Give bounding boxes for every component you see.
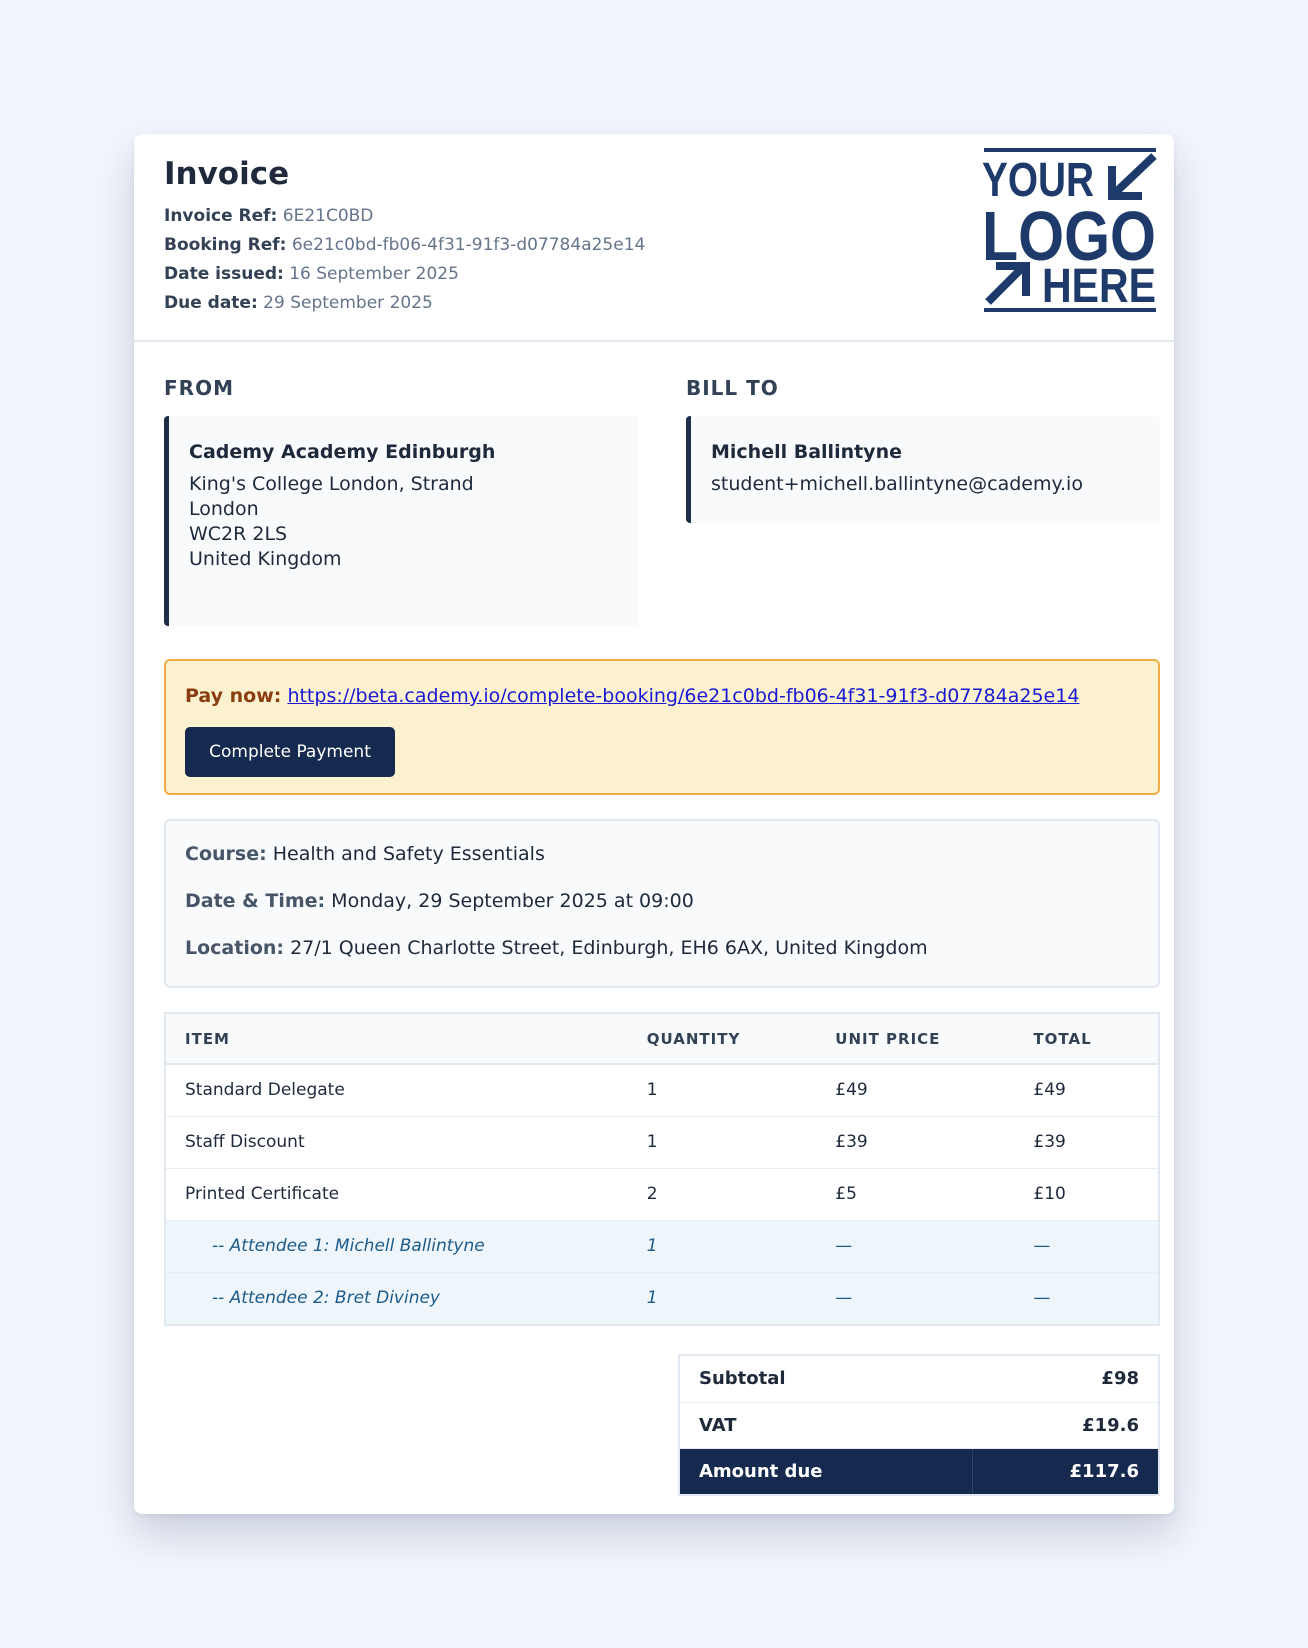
amount-due-row: [680, 1448, 1158, 1494]
bill-to-name: Michell Ballintyne: [711, 441, 902, 463]
total-cell: £39: [1014, 1116, 1158, 1168]
table-row: [166, 1116, 1158, 1168]
quantity-cell: 1: [628, 1220, 816, 1272]
from-postcode: WC2R 2LS: [189, 523, 288, 545]
col-header-total: TOTAL: [1014, 1014, 1158, 1064]
course-details: [164, 819, 1160, 988]
logo-line-logo: LOGO: [982, 197, 1156, 275]
date-issued-label: Date issued:: [164, 264, 284, 284]
company-logo: [982, 148, 1158, 312]
subtotal-label: Subtotal: [680, 1356, 972, 1402]
date-time-value: Monday, 29 September 2025 at 09:00: [331, 890, 694, 912]
due-date-value: 29 September 2025: [263, 293, 433, 313]
col-header-quantity: QUANTITY: [628, 1014, 816, 1064]
from-country: United Kingdom: [189, 548, 342, 570]
pay-now-line: [185, 683, 1139, 709]
date-time-row: [185, 888, 1139, 914]
from-city: London: [189, 498, 259, 520]
invoice-title: Invoice: [164, 156, 290, 192]
unit-price-cell: £49: [816, 1064, 1014, 1116]
course-row: [185, 841, 1139, 867]
subtotal-row: [680, 1356, 1158, 1402]
total-cell: —: [1014, 1220, 1158, 1272]
unit-price-cell: —: [816, 1220, 1014, 1272]
totals-table-wrap: [678, 1354, 1160, 1496]
course-value: Health and Safety Essentials: [272, 843, 545, 865]
amount-due-label: Amount due: [680, 1448, 972, 1494]
invoice-header: [134, 134, 1174, 342]
quantity-cell: 1: [628, 1116, 816, 1168]
attendee-cell: -- Attendee 1: Michell Ballintyne: [166, 1220, 628, 1272]
invoice-ref-label: Invoice Ref:: [164, 206, 278, 226]
pay-now-panel: [164, 659, 1160, 795]
unit-price-cell: —: [816, 1272, 1014, 1324]
payment-link[interactable]: https://beta.cademy.io/complete-booking/6e21c0bd-fb06-4f31-91f3-d07784a25e14: [287, 685, 1080, 707]
logo-line-your: YOUR: [982, 154, 1094, 207]
bill-to-party: [686, 376, 1160, 523]
bill-to-email: student+michell.ballintyne@cademy.io: [711, 473, 1083, 495]
items-table: [166, 1014, 1158, 1324]
total-cell: —: [1014, 1272, 1158, 1324]
col-header-unit-price: UNIT PRICE: [816, 1014, 1014, 1064]
invoice-card: [134, 134, 1174, 1514]
quantity-cell: 2: [628, 1168, 816, 1220]
items-table-wrap: [164, 1012, 1160, 1326]
course-label: Course:: [185, 843, 267, 865]
table-row: [166, 1168, 1158, 1220]
subtotal-value: £98: [972, 1356, 1158, 1402]
from-box: [164, 416, 638, 626]
unit-price-cell: £39: [816, 1116, 1014, 1168]
complete-payment-button[interactable]: Complete Payment: [185, 727, 395, 777]
attendee-row: [166, 1272, 1158, 1324]
col-header-item: ITEM: [166, 1014, 628, 1064]
bill-to-box: [686, 416, 1160, 523]
item-cell: Printed Certificate: [166, 1168, 628, 1220]
location-value: 27/1 Queen Charlotte Street, Edinburgh, EH6 6AX, United Kingdom: [290, 937, 928, 959]
total-cell: £49: [1014, 1064, 1158, 1116]
totals-table: [680, 1356, 1158, 1494]
item-cell: Standard Delegate: [166, 1064, 628, 1116]
from-name: Cademy Academy Edinburgh: [189, 441, 496, 463]
location-row: [185, 935, 1139, 961]
total-cell: £10: [1014, 1168, 1158, 1220]
attendee-row: [166, 1220, 1158, 1272]
due-date-label: Due date:: [164, 293, 258, 313]
date-time-label: Date & Time:: [185, 890, 326, 912]
booking-ref-label: Booking Ref:: [164, 235, 287, 255]
vat-row: [680, 1402, 1158, 1448]
items-header-row: [166, 1014, 1158, 1064]
location-label: Location:: [185, 937, 285, 959]
logo-line-here: HERE: [1042, 260, 1156, 313]
quantity-cell: 1: [628, 1272, 816, 1324]
from-heading: FROM: [164, 376, 234, 400]
amount-due-value: £117.6: [972, 1448, 1158, 1494]
vat-label: VAT: [680, 1402, 972, 1448]
bill-to-heading: BILL TO: [686, 376, 779, 400]
vat-value: £19.6: [972, 1402, 1158, 1448]
quantity-cell: 1: [628, 1064, 816, 1116]
unit-price-cell: £5: [816, 1168, 1014, 1220]
table-row: [166, 1064, 1158, 1116]
date-issued-value: 16 September 2025: [289, 264, 459, 284]
invoice-ref-value: 6E21C0BD: [282, 206, 374, 226]
item-cell: Staff Discount: [166, 1116, 628, 1168]
pay-now-label: Pay now:: [185, 685, 282, 707]
from-party: [164, 376, 638, 626]
attendee-cell: -- Attendee 2: Bret Diviney: [166, 1272, 628, 1324]
arrow-down-left-icon: [1112, 156, 1154, 196]
from-address-line: King's College London, Strand: [189, 473, 474, 495]
booking-ref-value: 6e21c0bd-fb06-4f31-91f3-d07784a25e14: [291, 235, 646, 255]
parties-section: [164, 376, 1160, 636]
